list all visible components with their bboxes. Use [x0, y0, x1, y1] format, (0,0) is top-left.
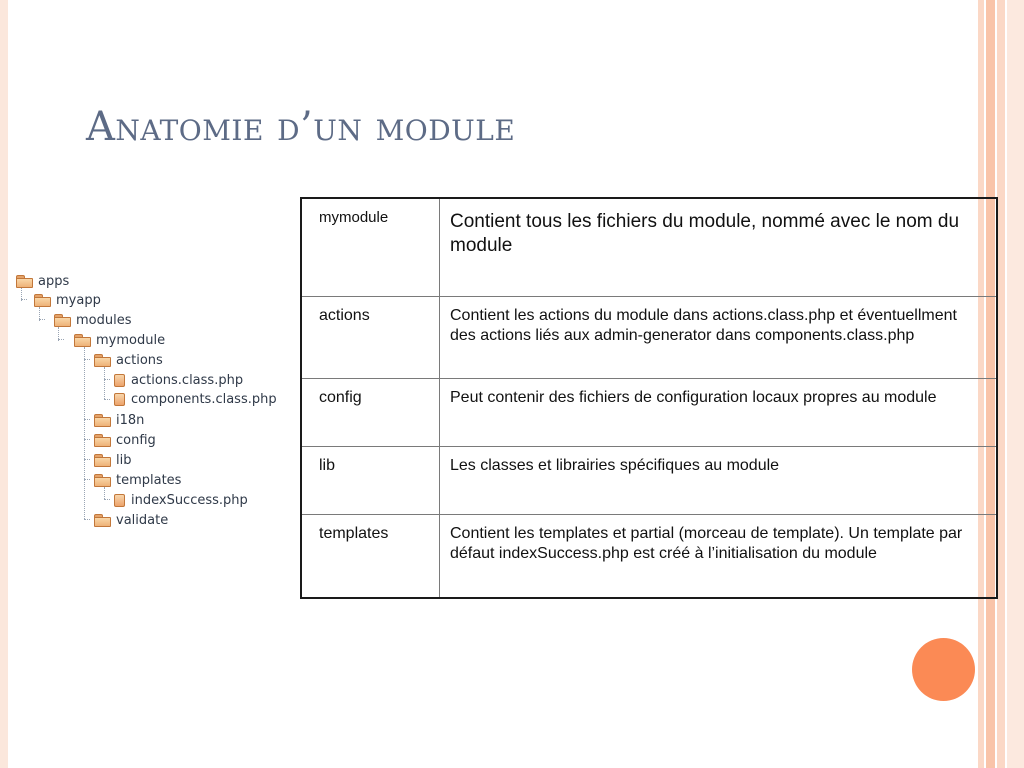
decorative-circle-icon: [912, 638, 975, 701]
table-cell-name: mymodule: [301, 198, 440, 296]
tree-node-label: myapp: [56, 292, 101, 308]
tree-node-myapp[interactable]: [34, 291, 101, 309]
folder-icon: [54, 314, 71, 326]
table-row: [301, 296, 997, 378]
tree-node-templates[interactable]: [94, 471, 181, 489]
tree-node-validate[interactable]: [94, 511, 168, 529]
folder-icon: [94, 514, 111, 526]
folder-icon: [74, 334, 91, 346]
right-stripe: [1007, 0, 1024, 768]
tree-node-modules[interactable]: [54, 311, 132, 329]
file-icon: [114, 494, 125, 507]
tree-node-label: actions.class.php: [131, 372, 244, 388]
tree-node-label: i18n: [116, 412, 145, 428]
table-row: [301, 514, 997, 598]
table-cell-name: lib: [301, 446, 440, 514]
folder-icon: [94, 454, 111, 466]
tree-node-label: components.class.php: [131, 391, 277, 407]
table-cell-name: actions: [301, 296, 440, 378]
table-cell-name: templates: [301, 514, 440, 598]
folder-icon: [94, 434, 111, 446]
slide-title: Anatomie d’un module: [86, 104, 516, 150]
tree-node-indexsuccess-php[interactable]: [114, 491, 248, 509]
module-structure-table: [300, 197, 998, 599]
folder-icon: [16, 275, 33, 287]
table-cell-description: Contient les actions du module dans actions.class.php et éventuellment des actions liés aux admin-generator dans components.class.php: [440, 296, 998, 378]
tree-node-apps[interactable]: [16, 272, 69, 290]
tree-node-label: config: [116, 432, 156, 448]
folder-icon: [94, 414, 111, 426]
tree-node-label: validate: [116, 512, 169, 528]
file-icon: [114, 393, 125, 406]
table-cell-description: Peut contenir des fichiers de configuration locaux propres au module: [440, 378, 998, 446]
tree-node-i18n[interactable]: [94, 411, 144, 429]
tree-node-config[interactable]: [94, 431, 156, 449]
folder-icon: [94, 474, 111, 486]
tree-node-label: mymodule: [96, 332, 166, 348]
table-cell-description: Contient les templates et partial (morceau de template). Un template par défaut indexSuccess.php est créé à l’initialisation du module: [440, 514, 998, 598]
table-cell-description: Contient tous les fichiers du module, nommé avec le nom du module: [440, 198, 998, 296]
tree-node-actions[interactable]: [94, 351, 163, 369]
table-row: [301, 446, 997, 514]
tree-node-mymodule[interactable]: [74, 331, 165, 349]
folder-icon: [34, 294, 51, 306]
tree-node-label: templates: [116, 472, 182, 488]
tree-node-components-class-php[interactable]: [114, 390, 277, 408]
table-cell-description: Les classes et librairies spécifiques au module: [440, 446, 998, 514]
tree-node-label: apps: [38, 273, 70, 289]
tree-node-label: actions: [116, 352, 163, 368]
tree-node-label: modules: [76, 312, 132, 328]
table-row: [301, 198, 997, 296]
tree-node-actions-class-php[interactable]: [114, 371, 243, 389]
table-row: [301, 378, 997, 446]
tree-node-label: lib: [116, 452, 132, 468]
folder-icon: [94, 354, 111, 366]
left-border-strip: [0, 0, 8, 768]
table-cell-name: config: [301, 378, 440, 446]
file-icon: [114, 374, 125, 387]
tree-node-label: indexSuccess.php: [131, 492, 248, 508]
tree-node-lib[interactable]: [94, 451, 131, 469]
folder-tree: [14, 270, 294, 532]
right-stripe: [997, 0, 1005, 768]
